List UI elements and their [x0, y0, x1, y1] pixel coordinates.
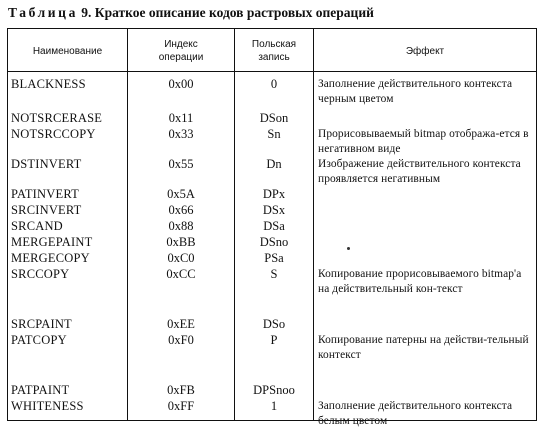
row-name: SRCPAINT — [11, 317, 72, 331]
row-polish: DPx — [262, 187, 286, 201]
row-name: NOTSRCCOPY — [11, 127, 96, 141]
row-name: MERGECOPY — [11, 251, 90, 265]
row-code: 0xFB — [167, 383, 195, 397]
row-name: PATPAINT — [11, 383, 70, 397]
row-name: PATINVERT — [11, 187, 79, 201]
row-code: 0x66 — [168, 203, 194, 217]
row-code: 0xBB — [166, 235, 196, 249]
caption-label: Таблица — [8, 5, 78, 20]
row-name: WHITENESS — [11, 399, 84, 413]
row-name: PATCOPY — [11, 333, 67, 347]
row-name: SRCAND — [11, 219, 63, 233]
row-polish: PSa — [264, 251, 284, 265]
row-polish: P — [270, 333, 278, 347]
row-code: 0x00 — [168, 77, 194, 91]
row-code: 0xC0 — [167, 251, 195, 265]
row-polish: DSx — [262, 203, 286, 217]
row-effect: Копирование прорисовываемого bitmap'а на действительный кон-текст — [318, 268, 522, 295]
header-effect: Эффект — [405, 45, 445, 57]
row-name: NOTSRCERASE — [11, 111, 103, 125]
row-polish: Sn — [267, 127, 281, 141]
row-code: 0xFF — [167, 399, 195, 413]
row-polish: DSo — [262, 317, 286, 331]
row-effect: Заполнение действительного контекста черным цветом — [318, 78, 513, 105]
row-polish: DSa — [263, 219, 285, 233]
header-name: Наименование — [32, 45, 103, 57]
row-code: 0x11 — [168, 111, 194, 125]
print-speck — [347, 247, 350, 250]
row-code: 0x5A — [167, 187, 195, 201]
header-code: Индекс операции — [158, 39, 204, 63]
caption-text: 9. Краткое описание кодов растровых операций — [81, 5, 374, 20]
row-polish: DSno — [259, 235, 289, 249]
row-effect: Изображение действительного контекста проявляется негативным — [318, 158, 521, 185]
row-name: DSTINVERT — [11, 157, 82, 171]
column-divider — [313, 29, 314, 420]
row-polish: Dn — [266, 157, 282, 171]
row-polish: 0 — [270, 77, 278, 91]
header-polish: Польская запись — [251, 39, 297, 63]
row-name: SRCCOPY — [11, 267, 70, 281]
row-code: 0x88 — [168, 219, 194, 233]
raster-ops-table — [7, 28, 537, 427]
row-effect: Прорисовываемый bitmap отобража-ется в негативном виде — [318, 128, 529, 155]
row-name: BLACKNESS — [11, 77, 86, 91]
row-polish: 1 — [270, 399, 278, 413]
row-polish: S — [270, 267, 278, 281]
row-code: 0xCC — [166, 267, 196, 281]
row-code: 0x55 — [168, 157, 194, 171]
row-effect: Заполнение действительного контекста белым цветом — [318, 400, 513, 427]
table-caption — [8, 5, 374, 21]
header-divider — [8, 71, 536, 72]
row-code: 0xF0 — [168, 333, 194, 347]
row-polish: DSon — [259, 111, 289, 125]
row-name: MERGEPAINT — [11, 235, 93, 249]
row-name: SRCINVERT — [11, 203, 82, 217]
row-polish: DPSnoo — [253, 383, 295, 397]
row-code: 0xEE — [167, 317, 195, 331]
row-effect: Копирование патерны на действи-тельный контекст — [318, 334, 529, 361]
row-code: 0x33 — [168, 127, 194, 141]
column-divider — [234, 29, 235, 420]
